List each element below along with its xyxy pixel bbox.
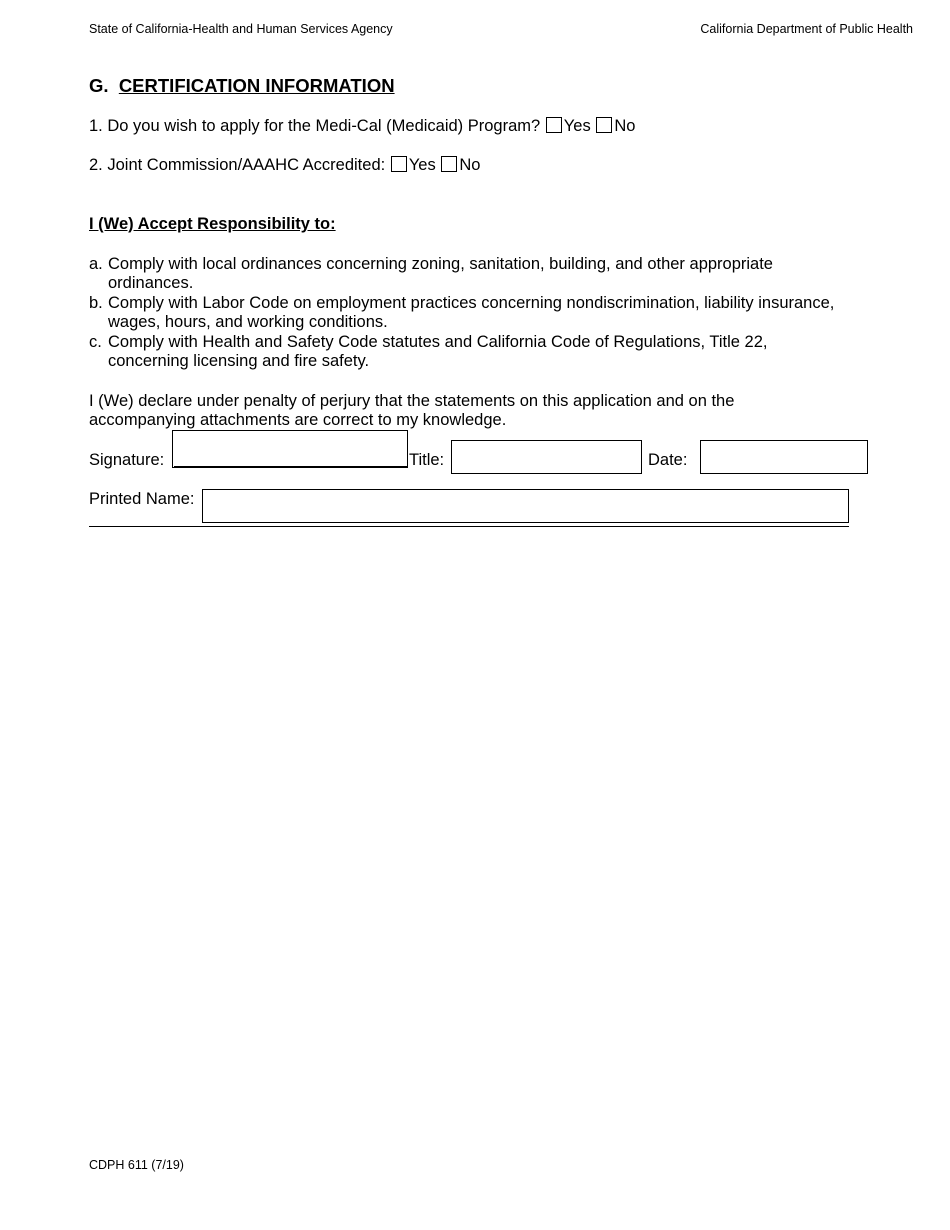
accredited-yes-checkbox[interactable] — [391, 156, 407, 172]
accredited-no-checkbox[interactable] — [441, 156, 457, 172]
medi-cal-yes-checkbox[interactable] — [546, 117, 562, 133]
yes-label: Yes — [408, 156, 436, 174]
responsibility-item-a-letter: a. — [89, 255, 103, 273]
header-agency: State of California-Health and Human Services Agency — [89, 22, 393, 36]
responsibility-item-b-line1: Comply with Labor Code on employment practices concerning nondiscrimination, liability insurance, — [108, 294, 835, 312]
declaration-line2: accompanying attachments are correct to my knowledge. — [89, 411, 507, 429]
title-label: Title: — [409, 451, 445, 469]
date-label: Date: — [648, 451, 688, 469]
header-department: California Department of Public Health — [700, 22, 913, 36]
printed-name-underline — [89, 526, 849, 527]
signature-underline — [174, 466, 408, 467]
responsibility-heading: I (We) Accept Responsibility to: — [89, 215, 336, 233]
title-field[interactable] — [451, 440, 642, 474]
responsibility-item-b-line2: wages, hours, and working conditions. — [108, 313, 388, 331]
responsibility-item-b-letter: b. — [89, 294, 103, 312]
printed-name-field[interactable] — [202, 489, 849, 523]
responsibility-item-a-line1: Comply with local ordinances concerning zoning, sanitation, building, and other appropriate — [108, 255, 773, 273]
form-id: CDPH 611 (7/19) — [89, 1158, 184, 1172]
responsibility-item-c-line1: Comply with Health and Safety Code statutes and California Code of Regulations, Title 22, — [108, 333, 768, 351]
section-title: CERTIFICATION INFORMATION — [118, 75, 395, 96]
section-heading — [89, 75, 395, 97]
question-accreditation — [89, 156, 480, 175]
responsibility-item-c-line2: concerning licensing and fire safety. — [108, 352, 370, 370]
question-text: Do you wish to apply for the Medi-Cal (Medicaid) Program? — [107, 117, 541, 135]
signature-label: Signature: — [89, 451, 165, 469]
no-label: No — [459, 156, 481, 174]
no-label: No — [614, 117, 636, 135]
question-medi-cal — [89, 117, 635, 136]
section-letter: G. — [89, 75, 109, 96]
responsibility-item-c-letter: c. — [89, 333, 102, 351]
yes-label: Yes — [563, 117, 591, 135]
responsibility-item-a-line2: ordinances. — [108, 274, 194, 292]
signature-field[interactable] — [172, 430, 408, 468]
question-text: Joint Commission/AAAHC Accredited: — [107, 156, 386, 174]
declaration-line1: I (We) declare under penalty of perjury that the statements on this application and on the — [89, 392, 735, 410]
question-number: 2. — [89, 156, 103, 174]
date-field[interactable] — [700, 440, 868, 474]
printed-name-label: Printed Name: — [89, 490, 195, 508]
question-number: 1. — [89, 117, 103, 135]
medi-cal-no-checkbox[interactable] — [596, 117, 612, 133]
